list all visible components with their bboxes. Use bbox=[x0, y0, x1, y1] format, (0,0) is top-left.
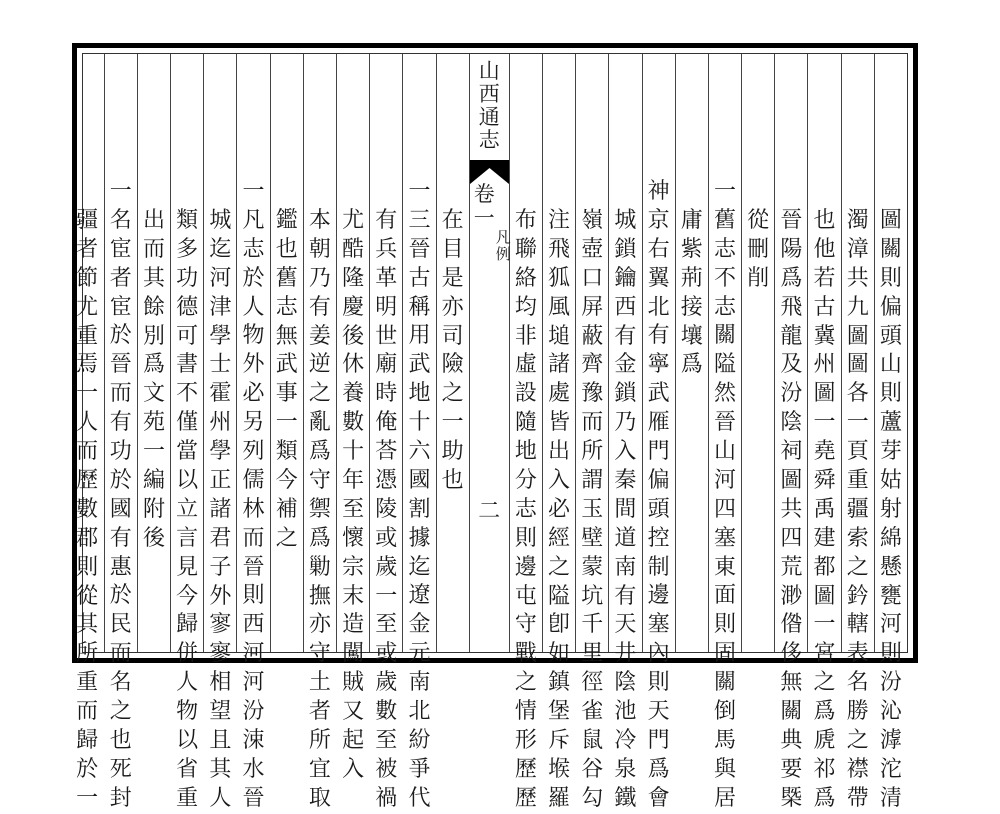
text-column bbox=[708, 54, 741, 811]
section-label: 凡 例 bbox=[495, 228, 511, 263]
text-column bbox=[509, 54, 542, 811]
text-column bbox=[71, 54, 104, 811]
text-column bbox=[170, 54, 203, 811]
text-column bbox=[436, 54, 469, 652]
column-text: 一 舊 志 不 志 關 隘 然 晉 山 河 四 塞 東 面 則 固 關 倒 馬 與 居 bbox=[713, 179, 736, 811]
column-text: 一 名 宦 者 宦 於 晉 而 有 功 於 國 有 惠 於 民 而 名 之 也 死 封 bbox=[109, 179, 132, 811]
column-text: 一 凡 志 於 人 物 外 必 另 列 儒 林 而 晉 則 西 河 河 汾 涑 水 晉 bbox=[242, 179, 265, 811]
text-frame bbox=[76, 53, 908, 811]
text-column bbox=[575, 54, 608, 811]
page-number: 二 bbox=[478, 499, 501, 524]
text-column bbox=[236, 54, 269, 811]
column-text: 本 朝 乃 有 姜 逆 之 亂 爲 守 禦 爲 勦 撫 亦 守 土 者 所 宜 取 bbox=[308, 208, 331, 811]
text-column bbox=[675, 54, 708, 652]
text-column bbox=[807, 54, 840, 811]
column-text: 圖 關 則 偏 頭 山 則 蘆 芽 姑 射 綿 懸 甕 河 則 汾 沁 滹 沱 清 bbox=[879, 208, 902, 811]
column-text: 在 目 是 亦 司 險 之 一 助 也 bbox=[441, 208, 464, 494]
text-column bbox=[642, 54, 675, 811]
column-text: 布 聯 絡 均 非 虛 設 隨 地 分 志 則 邊 屯 守 戰 之 情 形 歷 歷 bbox=[514, 208, 537, 811]
column-text: 尤 酷 隆 慶 後 休 養 數 十 年 至 懷 宗 末 造 闖 賊 又 起 入 bbox=[342, 208, 365, 782]
text-column bbox=[336, 54, 369, 782]
column-text: 神 京 右 翼 北 有 寧 武 雁 門 偏 頭 控 制 邊 塞 內 則 天 門 爲 會 bbox=[647, 179, 670, 811]
text-column bbox=[841, 54, 874, 811]
column-text: 晉 陽 爲 飛 龍 及 汾 陰 祠 圖 共 四 荒 渺 偺 侈 無 關 典 要 槩 bbox=[780, 208, 803, 811]
text-column bbox=[402, 54, 435, 811]
text-column bbox=[774, 54, 807, 811]
book-title: 山 西 通 志 bbox=[478, 59, 500, 152]
column-text: 類 多 功 德 可 書 不 僅 當 以 立 言 見 今 歸 併 人 物 以 省 重 bbox=[176, 208, 199, 811]
text-column bbox=[369, 54, 402, 811]
column-text: 疆 者 節 尤 重 焉 一 人 而 歷 數 郡 則 從 其 所 重 而 歸 於 一 bbox=[76, 208, 99, 811]
column-text: 城 迄 河 津 學 士 霍 州 學 正 諸 君 子 外 寥 寥 相 望 且 其 人 bbox=[209, 208, 232, 811]
text-column bbox=[104, 54, 137, 811]
column-text: 鑑 也 舊 志 無 武 事 一 類 今 補 之 bbox=[275, 208, 298, 551]
volume-label: 卷 一 bbox=[473, 182, 495, 230]
text-column bbox=[303, 54, 336, 811]
column-text: 庸 紫 荊 接 壤 爲 bbox=[680, 208, 703, 378]
text-column bbox=[741, 54, 774, 652]
fishtail-mark-icon bbox=[470, 160, 509, 184]
text-column bbox=[542, 54, 575, 811]
column-text: 也 他 若 古 冀 州 圖 一 堯 舜 禹 建 都 圖 一 宮 之 爲 虒 祁 爲 bbox=[813, 208, 836, 811]
text-column bbox=[608, 54, 641, 811]
text-column bbox=[270, 54, 303, 652]
text-column bbox=[874, 54, 907, 811]
text-column bbox=[137, 54, 170, 652]
column-text: 一 三 晉 古 稱 用 武 地 十 六 國 割 據 迄 遼 金 元 南 北 紛 爭 代 bbox=[408, 179, 431, 811]
column-text: 濁 漳 共 九 圖 圖 各 一 頁 重 疆 索 之 鈐 轄 表 名 勝 之 襟 帶 bbox=[846, 208, 869, 811]
text-column bbox=[203, 54, 236, 811]
column-text: 注 飛 狐 風 塠 諸 處 皆 出 入 必 經 之 隘 卽 如 鎮 堡 斥 堠 羅 bbox=[548, 208, 571, 811]
column-text: 出 而 其 餘 別 爲 文 苑 一 編 附 後 bbox=[142, 208, 165, 551]
column-text: 有 兵 革 明 世 廟 時 俺 荅 憑 陵 或 歲 一 至 或 歲 數 至 被 禍 bbox=[375, 208, 398, 811]
center-fold-column bbox=[469, 54, 509, 652]
column-text: 嶺 壺 口 屏 蔽 齊 豫 而 所 謂 玉 壁 蒙 坑 千 里 徑 雀 鼠 谷 勾 bbox=[581, 208, 604, 811]
column-text: 從 刪 削 bbox=[747, 208, 770, 291]
column-text: 城 鎖 鑰 西 有 金 鎖 乃 入 秦 間 道 南 有 天 井 陰 池 冷 泉 鐵 bbox=[614, 208, 637, 811]
